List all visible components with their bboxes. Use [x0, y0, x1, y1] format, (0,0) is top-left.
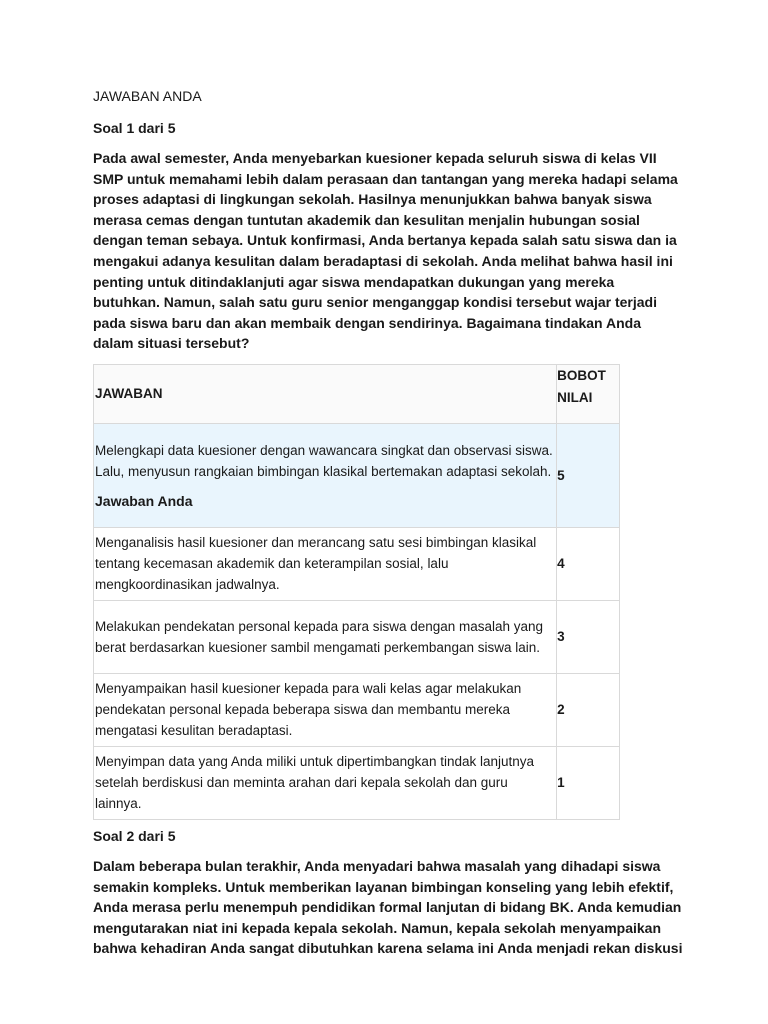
answer-text: Menganalisis hasil kuesioner dan merancang satu sesi bimbingan klasikal tentang kecemasan akademik dan keterampilan sosial, lalu mengkoordinasikan jadwalnya. — [94, 527, 557, 600]
table-row — [94, 527, 620, 600]
question-1-label: Soal 1 dari 5 — [93, 120, 176, 136]
question-1-text: Pada awal semester, Anda menyebarkan kuesioner kepada seluruh siswa di kelas VII SMP untuk memahami lebih dalam perasaan dan tantangan yang mereka hadapi selama proses adaptasi di lingkungan sekolah. Hasilnya menunjukkan bahwa banyak siswa merasa cemas dengan tuntutan akademik dan kesulitan menjalin hubungan sosial dengan teman sebaya. Untuk konfirmasi, Anda bertanya kepada salah satu siswa dan ia mengakui adanya kesulitan dalam beradaptasi di sekolah. Anda melihat bahwa hasil ini penting untuk ditindaklanjuti agar siswa mendapatkan dukungan yang mereka butuhkan. Namun, salah satu guru senior menganggap kondisi tersebut wajar terjadi pada siswa baru dan akan membaik dengan sendirinya. Bagaimana tindakan Anda dalam situasi tersebut? — [93, 150, 678, 352]
score-cell: 3 — [557, 600, 620, 673]
score-cell: 1 — [557, 746, 620, 819]
question-2-label: Soal 2 dari 5 — [93, 827, 176, 844]
your-answer-label: Jawaban Anda — [95, 492, 193, 509]
score-cell: 5 — [557, 423, 620, 527]
table-row — [94, 746, 620, 819]
answer-text: Menyampaikan hasil kuesioner kepada para wali kelas agar melakukan pendekatan personal kepada beberapa siswa dan membantu mereka mengatasi kesulitan beradaptasi. — [94, 673, 557, 746]
score-cell: 4 — [557, 527, 620, 600]
column-header-answer: JAWABAN — [94, 364, 557, 423]
answer-text: Menyimpan data yang Anda miliki untuk dipertimbangkan tindak lanjutnya setelah berdiskusi dan meminta arahan dari kepala sekolah dan guru lainnya. — [94, 746, 557, 819]
score-cell: 2 — [557, 673, 620, 746]
answer-text: Melakukan pendekatan personal kepada para siswa dengan masalah yang berat berdasarkan kuesioner sambil mengamati perkembangan siswa lain. — [94, 600, 557, 673]
answer-text: Melengkapi data kuesioner dengan wawancara singkat dan observasi siswa. Lalu, menyusun rangkaian bimbingan klasikal bertemakan adaptasi sekolah. — [95, 442, 553, 479]
table-header-row — [94, 364, 620, 423]
answer-table — [93, 364, 620, 820]
page-title: JAWABAN ANDA — [93, 88, 202, 104]
question-2-text: Dalam beberapa bulan terakhir, Anda menyadari bahwa masalah yang dihadapi siswa semakin kompleks. Untuk memberikan layanan bimbingan konseling yang lebih efektif, Anda merasa perlu menempuh pendidikan formal lanjutan di bidang BK. Anda kemudian mengutarakan niat ini kepada kepala sekolah. Namun, kepala sekolah menyampaikan bahwa kehadiran Anda sangat dibutuhkan karena selama ini Anda menjadi rekan diskusi — [93, 857, 683, 957]
table-row-selected — [94, 423, 620, 527]
document-page — [93, 86, 683, 969]
table-row — [94, 600, 620, 673]
column-header-score: BOBOT NILAI — [557, 364, 620, 423]
answer-cell — [94, 423, 557, 527]
table-row — [94, 673, 620, 746]
